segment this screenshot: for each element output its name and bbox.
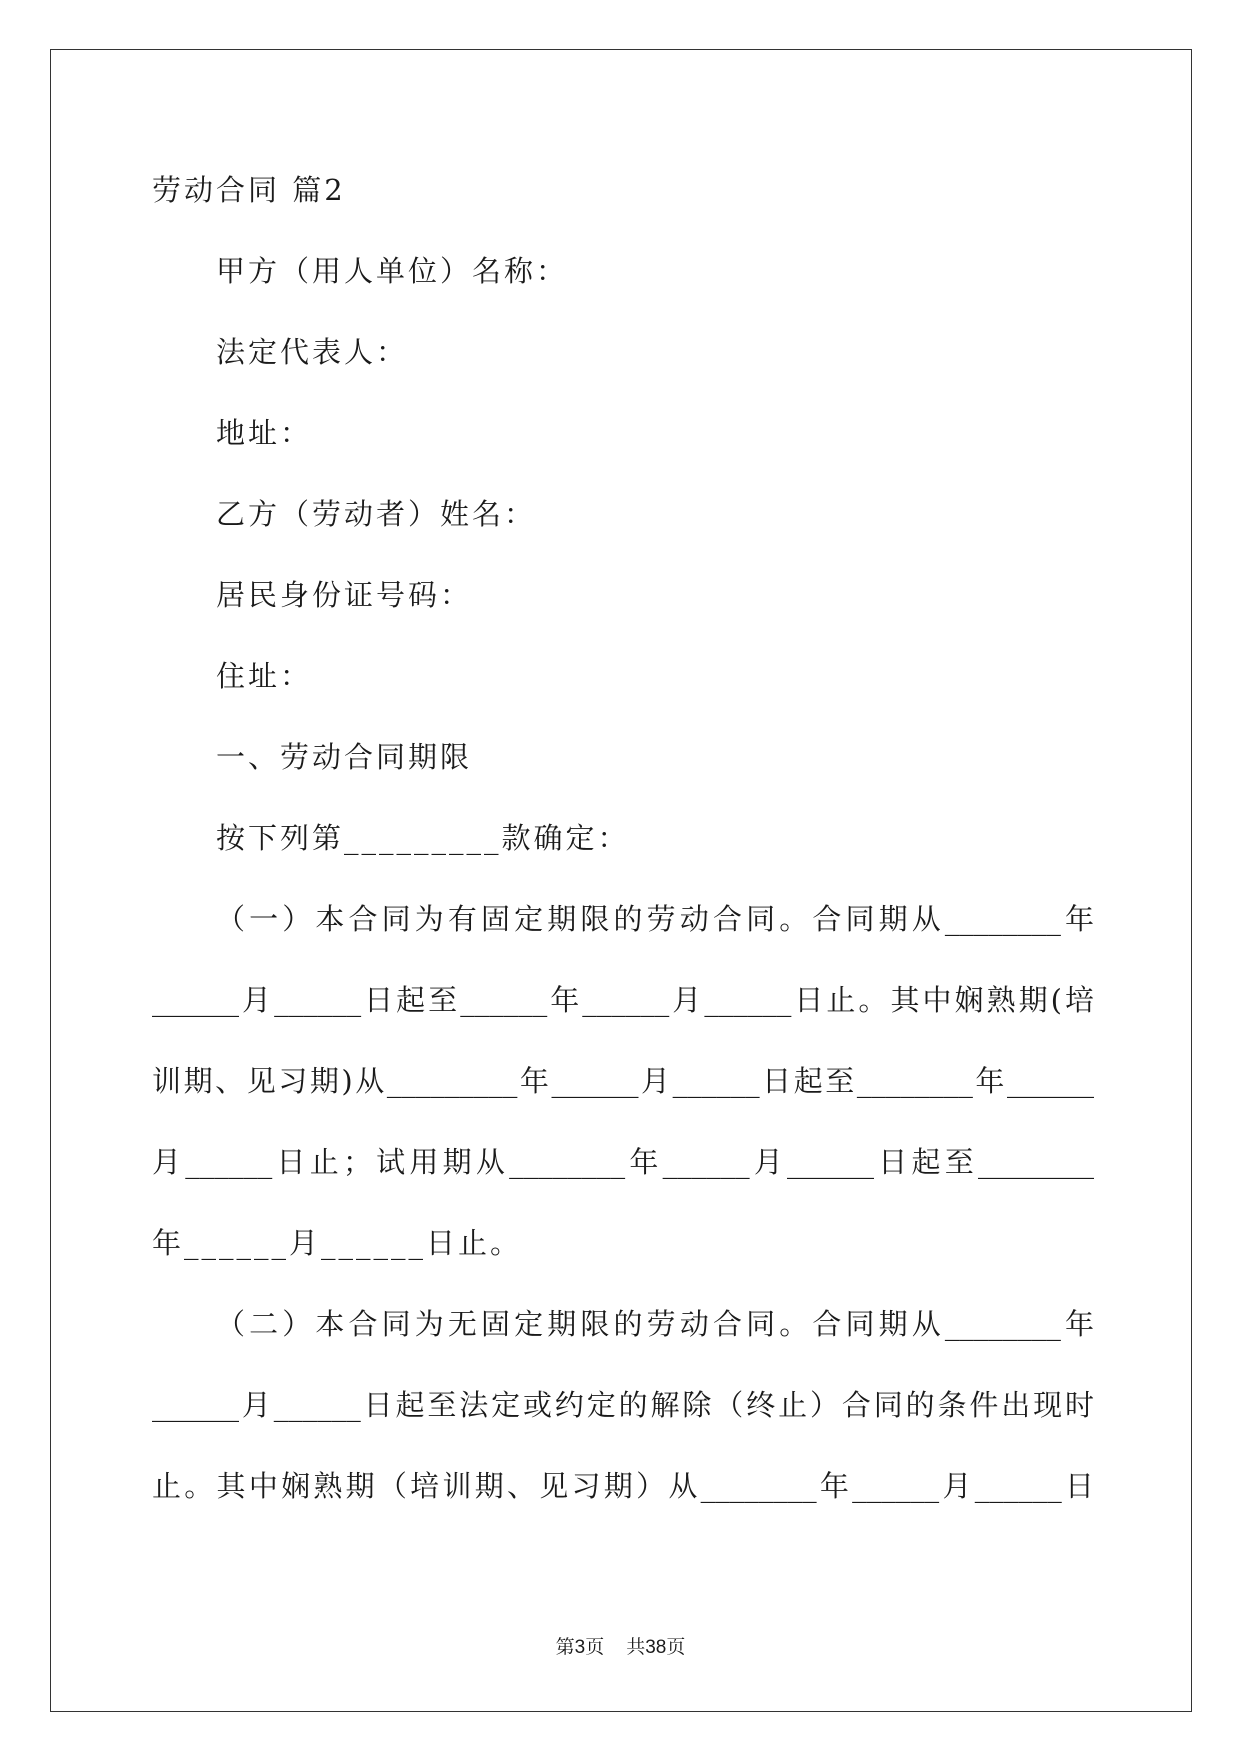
footer-total-pages: 38 xyxy=(645,1637,667,1658)
footer-page-prefix: 第 xyxy=(555,1636,575,1658)
field-employer-name: 甲方（用人单位）名称： xyxy=(216,254,569,288)
field-legal-representative: 法定代表人： xyxy=(216,335,409,369)
clause-2-line-1: （二）本合同为无固定期限的劳动合同。合同期从________年 xyxy=(216,1307,1094,1341)
page-footer xyxy=(0,1632,1241,1659)
clause-1-line-4: 月______日止；试用期从________年______月______日起至________ xyxy=(152,1145,1094,1179)
clause-1-line-1: （一）本合同为有固定期限的劳动合同。合同期从________年 xyxy=(216,902,1094,936)
footer-total-suffix: 页 xyxy=(666,1636,686,1658)
section-intro: 按下列第_________款确定： xyxy=(216,821,630,855)
field-employee-name: 乙方（劳动者）姓名： xyxy=(216,497,537,531)
page-border xyxy=(50,49,1192,1712)
clause-1-line-2: ______月______日起至______年______月______日止。其中娴熟期(培 xyxy=(152,983,1094,1017)
footer-total-prefix: 共 xyxy=(626,1636,646,1658)
section-heading-contract-term: 一、劳动合同期限 xyxy=(216,740,473,774)
field-id-number: 居民身份证号码： xyxy=(216,578,473,612)
clause-1-line-3: 训期、见习期)从_________年______月______日起至________年______ xyxy=(152,1064,1094,1098)
clause-2-line-2: ______月______日起至法定或约定的解除（终止）合同的条件出现时 xyxy=(152,1388,1094,1422)
field-employee-address: 住址： xyxy=(216,659,313,693)
footer-page-number: 3 xyxy=(574,1637,586,1658)
clause-2-line-3: 止。其中娴熟期（培训期、见习期）从________年______月______日 xyxy=(152,1469,1094,1503)
field-employer-address: 地址： xyxy=(216,416,313,450)
footer-page-suffix: 页 xyxy=(585,1636,605,1658)
clause-1-line-5: 年______月______日止。 xyxy=(152,1226,523,1260)
document-title: 劳动合同 篇2 xyxy=(152,173,346,207)
